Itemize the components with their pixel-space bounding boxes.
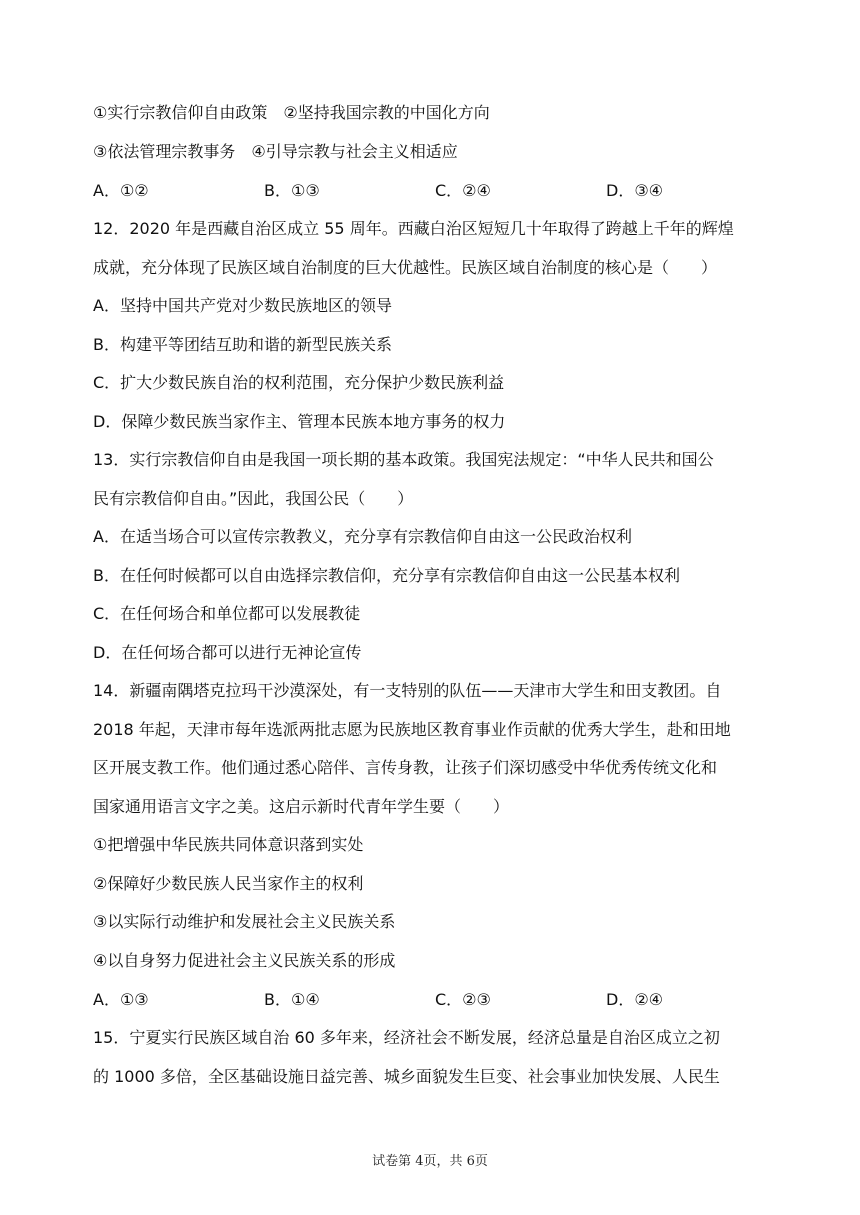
q14-option-b[interactable]: B．①④	[264, 990, 320, 1009]
q14-option-a[interactable]: A．①③	[93, 990, 149, 1009]
q13-option-d[interactable]: D．在任何场合都可以进行无神论宣传	[93, 643, 362, 662]
q14-statement-1: ①把增强中华民族共同体意识落到实处	[93, 835, 364, 854]
q15-stem-line-2: 的 1000 多倍，全区基础设施日益完善、城乡面貌发生巨变、社会事业加快发展、人民生	[93, 1067, 720, 1086]
q12-option-b[interactable]: B．构建平等团结互助和谐的新型民族关系	[93, 335, 392, 354]
q14-statement-4: ④以自身努力促进社会主义民族关系的形成	[93, 951, 396, 970]
q13-stem-line-2: 民有宗教信仰自由。”因此，我国公民（ ）	[93, 489, 414, 508]
q14-stem-line-4: 国家通用语言文字之美。这启示新时代青年学生要（ ）	[93, 797, 510, 816]
q11-option-b[interactable]: B．①③	[264, 181, 320, 200]
q11-statements-3-4: ③依法管理宗教事务 ④引导宗教与社会主义相适应	[93, 142, 458, 161]
q13-stem-line-1: 13．实行宗教信仰自由是我国一项长期的基本政策。我国宪法规定：“中华人民共和国公	[93, 450, 714, 469]
q12-option-d[interactable]: D．保障少数民族当家作主、管理本民族本地方事务的权力	[93, 412, 506, 431]
q12-option-c[interactable]: C．扩大少数民族自治的权利范围，充分保护少数民族利益	[93, 373, 505, 392]
q11-option-a[interactable]: A．①②	[93, 181, 149, 200]
q15-stem-line-1: 15．宁夏实行民族区域自治 60 多年来，经济社会不断发展，经济总量是自治区成立之初	[93, 1028, 720, 1047]
q13-option-c[interactable]: C．在任何场合和单位都可以发展教徒	[93, 604, 361, 623]
q14-stem-line-2: 2018 年起，天津市每年选派两批志愿为民族地区教育事业作贡献的优秀大学生，赴和田地	[93, 720, 731, 739]
q12-option-a[interactable]: A．坚持中国共产党对少数民族地区的领导	[93, 296, 392, 315]
q11-statements-1-2: ①实行宗教信仰自由政策 ②坚持我国宗教的中国化方向	[93, 103, 490, 122]
q11-option-d[interactable]: D．③④	[606, 181, 664, 200]
q14-stem-line-3: 区开展支教工作。他们通过悉心陪伴、言传身教，让孩子们深切感受中华优秀传统文化和	[93, 758, 718, 777]
q11-option-c[interactable]: C．②④	[435, 181, 491, 200]
q12-stem-line-1: 12．2020 年是西藏自治区成立 55 周年。西藏白治区短短几十年取得了跨越上千年的辉煌	[93, 219, 734, 238]
q12-stem-line-2: 成就，充分体现了民族区域自治制度的巨大优越性。民族区域自治制度的核心是（ ）	[93, 258, 718, 277]
q14-statement-2: ②保障好少数民族人民当家作主的权利	[93, 874, 364, 893]
q14-option-d[interactable]: D．②④	[606, 990, 664, 1009]
q14-stem-line-1: 14．新疆南隅塔克拉玛干沙漠深处，有一支特别的队伍——天津市大学生和田支教团。自	[93, 681, 722, 700]
q13-option-b[interactable]: B．在任何时候都可以自由选择宗教信仰，充分享有宗教信仰自由这一公民基本权利	[93, 566, 680, 585]
page-footer: 试卷第 4页，共 6页	[372, 1154, 488, 1169]
q14-statement-3: ③以实际行动维护和发展社会主义民族关系	[93, 912, 396, 931]
q13-option-a[interactable]: A．在适当场合可以宣传宗教教义，充分享有宗教信仰自由这一公民政治权利	[93, 527, 632, 546]
q14-option-c[interactable]: C．②③	[435, 990, 491, 1009]
